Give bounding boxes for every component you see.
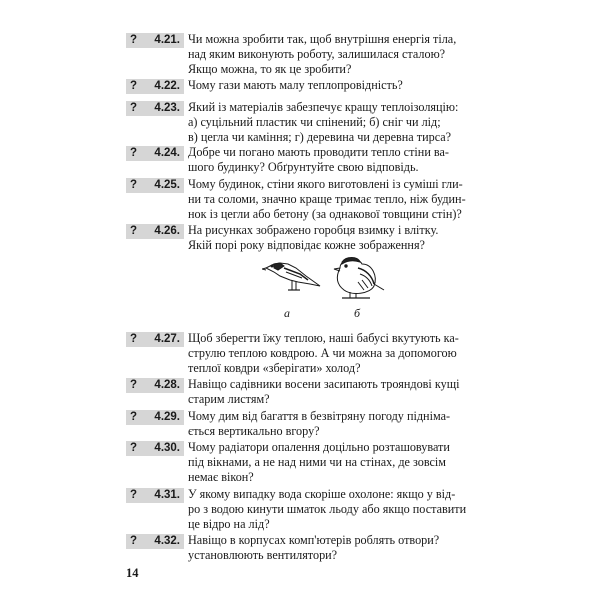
question-text (188, 100, 486, 146)
question-line: над яким виконують роботу, залишилася сталою? (188, 47, 446, 62)
question-number-tag (126, 33, 184, 48)
question-mark: ? (130, 147, 138, 159)
question-number: 4.22. (154, 80, 180, 92)
question-number: 4.28. (154, 379, 180, 391)
page-number: 14 (126, 566, 139, 580)
figure-label-a: а (284, 306, 290, 320)
question-line: Чому гази мають малу теплопровідність? (188, 78, 403, 92)
question-line: в) цегла чи каміння; г) деревина чи деревна тирса? (188, 130, 452, 145)
question-number: 4.29. (154, 411, 180, 423)
question-text (188, 223, 486, 253)
question-line: Якщо можна, то як це зробити? (188, 62, 352, 77)
question-line: Навіщо в корпусах комп'ютерів роблять отвори? (188, 533, 440, 547)
question-line: На рисунках зображено горобця взимку і влітку. (188, 223, 439, 237)
question-text (188, 145, 486, 175)
question-line: Якій порі року відповідає кожне зображення? (188, 238, 425, 253)
question-number: 4.30. (154, 442, 180, 454)
question-line: а) суцільний пластик чи спінений; б) сніг чи лід; (188, 115, 441, 130)
sparrow-winter-drawing (334, 258, 384, 299)
question-number-tag (126, 178, 184, 193)
question-number: 4.21. (154, 34, 180, 46)
question-line: під вікнами, а не над ними чи на стінах, де зовсім (188, 455, 447, 470)
question-text (188, 177, 486, 223)
sparrow-figure (262, 254, 386, 322)
question-line: установлюють вентилятори? (188, 548, 338, 563)
question-line: Добре чи погано мають проводити тепло стіни ва- (188, 145, 449, 159)
question-line: У якому випадку вода скоріше охолоне: якщо у від- (188, 487, 456, 501)
question-number-tag (126, 332, 184, 347)
question-line: Щоб зберегти їжу теплою, наші бабусі вкутують ка- (188, 331, 459, 345)
question-mark: ? (130, 80, 138, 92)
question-line: Чому будинок, стіни якого виготовлені із суміші гли- (188, 177, 463, 191)
question-line: це відро на лід? (188, 517, 270, 532)
question-text (188, 32, 486, 78)
question-line: нок із цегли або бетону (за однакової товщини стін)? (188, 207, 462, 222)
question-line: теплої ковдри «зберігати» холод? (188, 361, 361, 376)
question-line: шого будинку? Обґрунтуйте свою відповідь. (188, 160, 419, 175)
question-line: Чи можна зробити так, щоб внутрішня енергія тіла, (188, 32, 457, 46)
question-mark: ? (130, 333, 138, 345)
question-text (188, 533, 486, 563)
question-mark: ? (130, 102, 138, 114)
question-mark: ? (130, 411, 138, 423)
question-number-tag (126, 534, 184, 549)
question-number: 4.25. (154, 179, 180, 191)
question-line: Чому дим від багаття в безвітряну погоду підніма- (188, 409, 451, 423)
question-number-tag (126, 146, 184, 161)
question-mark: ? (130, 225, 138, 237)
question-mark: ? (130, 34, 138, 46)
sparrow-illustration (262, 254, 386, 304)
question-mark: ? (130, 535, 138, 547)
figure-label-b: б (354, 306, 361, 320)
question-text (188, 331, 486, 377)
question-text (188, 487, 486, 533)
question-number-tag (126, 488, 184, 503)
question-number: 4.26. (154, 225, 180, 237)
question-line: струлю теплою ковдрою. А чи можна за допомогою (188, 346, 457, 361)
question-mark: ? (130, 442, 138, 454)
question-number-tag (126, 441, 184, 456)
question-text (188, 377, 486, 407)
question-number: 4.24. (154, 147, 180, 159)
question-mark: ? (130, 179, 138, 191)
question-number-tag (126, 410, 184, 425)
question-number: 4.32. (154, 535, 180, 547)
question-number: 4.27. (154, 333, 180, 345)
question-line: Чому радіатори опалення доцільно розташовувати (188, 440, 450, 454)
question-mark: ? (130, 489, 138, 501)
sparrow-summer-drawing (262, 263, 320, 290)
question-number: 4.31. (154, 489, 180, 501)
question-text (188, 409, 486, 439)
question-number-tag (126, 224, 184, 239)
question-text (188, 440, 486, 486)
question-line: Який із матеріалів забезпечує кращу теплоізоляцію: (188, 100, 459, 114)
question-number: 4.23. (154, 102, 180, 114)
question-line: старим листям? (188, 392, 270, 407)
question-line: Навіщо садівники восени засипають трояндові кущі (188, 377, 460, 391)
question-number-tag (126, 79, 184, 94)
question-line: немає вікон? (188, 470, 254, 485)
question-mark: ? (130, 379, 138, 391)
question-number-tag (126, 378, 184, 393)
question-line: ється вертикально вгору? (188, 424, 320, 439)
question-number-tag (126, 101, 184, 116)
question-line: ро з водою кинути шматок льоду або якщо поставити (188, 502, 467, 517)
question-line: ни та соломи, значно краще тримає тепло, ніж будин- (188, 192, 466, 207)
question-text (188, 78, 486, 93)
